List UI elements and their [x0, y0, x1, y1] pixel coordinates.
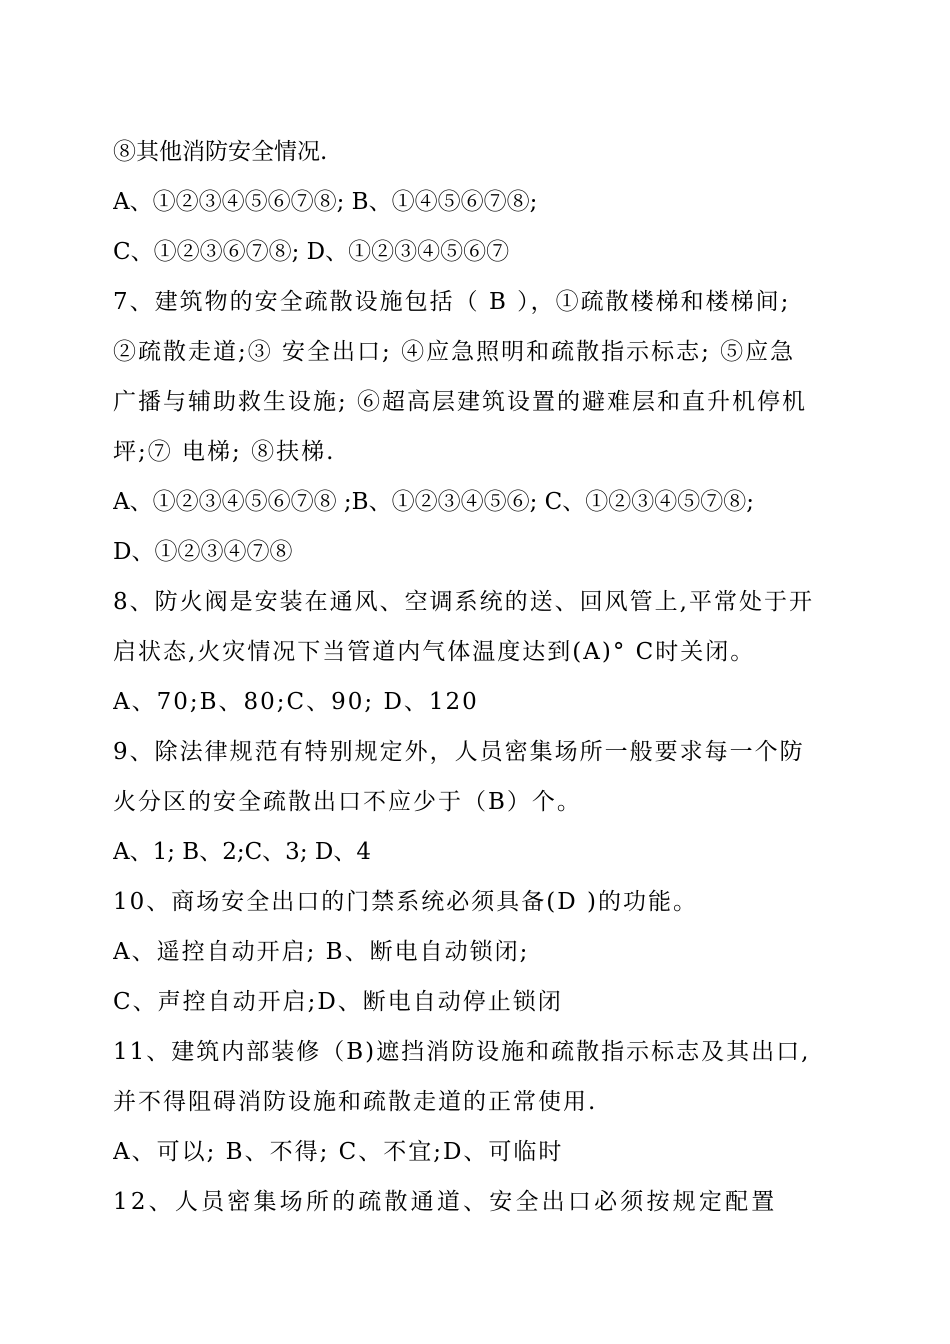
- question-8-line: 启状态,火灾情况下当管道内气体温度达到(A)° C时关闭。: [113, 639, 756, 665]
- text-line: ⑧其他消防安全情况.: [113, 139, 328, 165]
- answer-options-line: D、①②③④⑦⑧: [113, 539, 293, 565]
- question-11-line: 并不得阻碍消防设施和疏散走道的正常使用.: [113, 1089, 598, 1115]
- question-7-line: 坪;⑦ 电梯; ⑧扶梯.: [113, 439, 336, 465]
- question-9-line: 火分区的安全疏散出口不应少于（B）个。: [113, 789, 582, 815]
- answer-options-line: A、70;B、80;C、90; D、120: [113, 689, 479, 715]
- answer-options-line: A、遥控自动开启; B、断电自动锁闭;: [113, 939, 530, 965]
- question-7-line: ②疏散走道;③ 安全出口; ④应急照明和疏散指示标志; ⑤应急: [113, 339, 796, 365]
- question-7-line: 广播与辅助救生设施; ⑥超高层建筑设置的避难层和直升机停机: [113, 389, 808, 415]
- document-body: [113, 127, 845, 1227]
- question-7-line: 7、建筑物的安全疏散设施包括（ B ），①疏散楼梯和楼梯间;: [113, 289, 791, 315]
- question-8-line: 8、防火阀是安装在通风、空调系统的送、回风管上,平常处于开: [113, 589, 814, 615]
- question-10-line: 10、商场安全出口的门禁系统必须具备(D )的功能。: [113, 889, 698, 915]
- question-11-line: 11、建筑内部装修（B)遮挡消防设施和疏散指示标志及其出口,: [113, 1039, 811, 1065]
- answer-options-line: A、1; B、2;C、3; D、4: [113, 839, 371, 865]
- answer-options-line: A、①②③④⑤⑥⑦⑧ ;B、①②③④⑤⑥; C、①②③④⑤⑦⑧;: [113, 489, 754, 515]
- question-12-line: 12、人员密集场所的疏散通道、安全出口必须按规定配置: [113, 1189, 778, 1215]
- answer-options-line: A、可以; B、不得; C、不宜;D、可临时: [113, 1139, 564, 1165]
- question-9-line: 9、除法律规范有特别规定外，人员密集场所一般要求每一个防: [113, 739, 805, 765]
- answer-options-line: A、①②③④⑤⑥⑦⑧; B、①④⑤⑥⑦⑧;: [113, 189, 538, 215]
- answer-options-line: C、①②③⑥⑦⑧; D、①②③④⑤⑥⑦: [113, 239, 510, 265]
- answer-options-line: C、声控自动开启;D、断电自动停止锁闭: [113, 989, 563, 1015]
